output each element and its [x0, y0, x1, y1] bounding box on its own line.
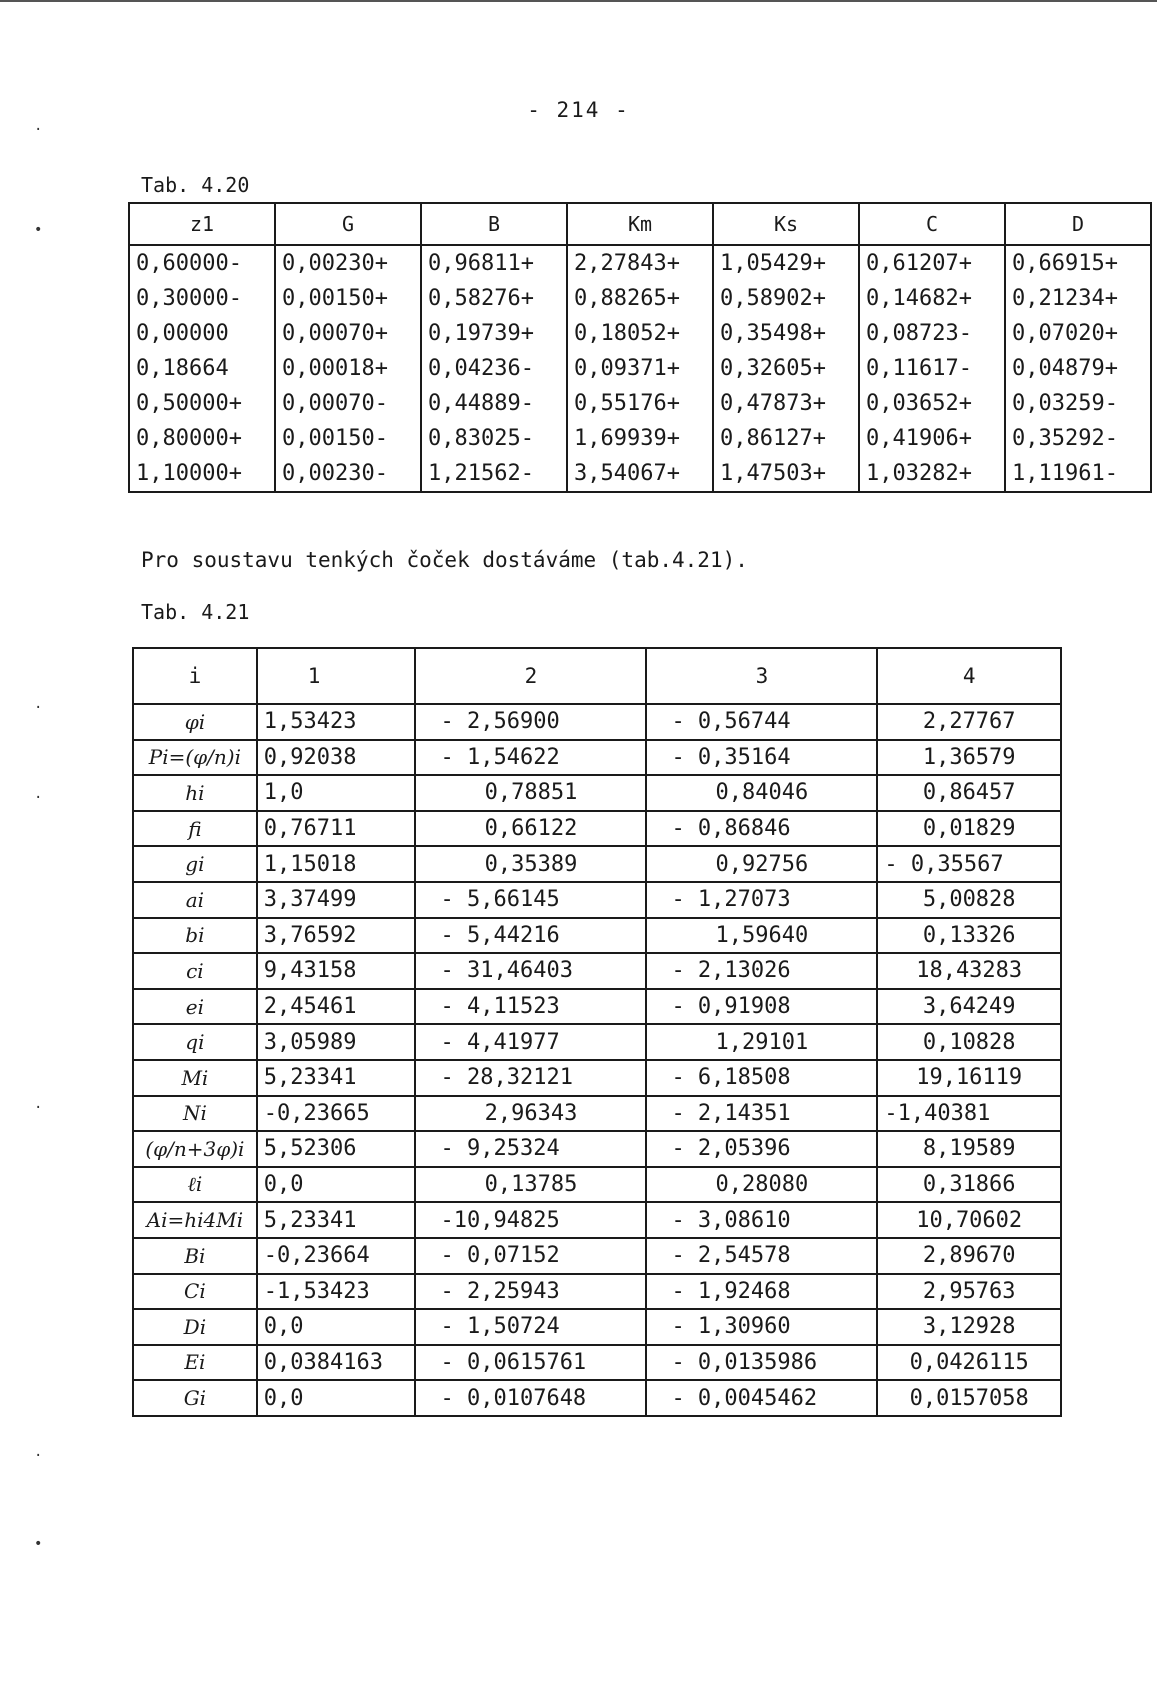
- margin-mark: ·: [34, 1100, 43, 1116]
- table-row: [133, 989, 1061, 1025]
- table-cell: - 4,41977: [415, 1024, 646, 1060]
- table-cell: 0,08723-: [859, 316, 1005, 351]
- table-cell: 0,04879+: [1005, 351, 1151, 386]
- table-cell: 1,0: [257, 775, 416, 811]
- table-row: [133, 953, 1061, 989]
- table-cell: 19,16119: [877, 1060, 1061, 1096]
- table-row: [133, 846, 1061, 882]
- table-cell: 0,18664: [129, 351, 275, 386]
- row-label: Pi=(φ/n)i: [133, 740, 257, 776]
- page-number: - 214 -: [527, 98, 630, 122]
- table-cell: 3,76592: [257, 918, 416, 954]
- table-cell: - 1,27073: [646, 882, 877, 918]
- table-cell: 0,41906+: [859, 421, 1005, 456]
- table-cell: 0,66915+: [1005, 245, 1151, 281]
- table-cell: 0,61207+: [859, 245, 1005, 281]
- table-cell: 1,69939+: [567, 421, 713, 456]
- table-cell: - 0,0615761: [415, 1345, 646, 1381]
- table-row: [133, 1167, 1061, 1203]
- margin-mark: •: [34, 222, 43, 238]
- table-cell: 0,32605+: [713, 351, 859, 386]
- table-cell: - 0,0135986: [646, 1345, 877, 1381]
- table-cell: 0,00018+: [275, 351, 421, 386]
- table-cell: 0,86127+: [713, 421, 859, 456]
- row-label: Ai=hi4Mi: [133, 1202, 257, 1238]
- table-cell: 0,84046: [646, 775, 877, 811]
- table-row: [133, 1309, 1061, 1345]
- table-cell: 0,55176+: [567, 386, 713, 421]
- table-cell: -10,94825: [415, 1202, 646, 1238]
- table-cell: 8,19589: [877, 1131, 1061, 1167]
- table-cell: 0,13326: [877, 918, 1061, 954]
- table-row: [133, 1131, 1061, 1167]
- table-cell: - 0,86846: [646, 811, 877, 847]
- table-4-20: [128, 202, 1152, 493]
- table-cell: 0,13785: [415, 1167, 646, 1203]
- table-cell: 0,31866: [877, 1167, 1061, 1203]
- row-label: hi: [133, 775, 257, 811]
- table-row: [133, 1238, 1061, 1274]
- table-cell: 0,92756: [646, 846, 877, 882]
- column-header-i: i: [133, 648, 257, 704]
- column-header: G: [275, 203, 421, 245]
- table-cell: 0,0: [257, 1380, 416, 1416]
- table-row: [129, 386, 1151, 421]
- table-row: [129, 351, 1151, 386]
- table-cell: 3,37499: [257, 882, 416, 918]
- table-row: [133, 1274, 1061, 1310]
- row-label: Mi: [133, 1060, 257, 1096]
- table-row: [133, 775, 1061, 811]
- table-row: [129, 245, 1151, 281]
- table-header-row: [129, 203, 1151, 245]
- table-cell: - 2,05396: [646, 1131, 877, 1167]
- table-row: [133, 882, 1061, 918]
- table-cell: 2,27767: [877, 704, 1061, 740]
- table-cell: - 1,50724: [415, 1309, 646, 1345]
- table-cell: 0,0426115: [877, 1345, 1061, 1381]
- table-cell: 0,04236-: [421, 351, 567, 386]
- table-cell: 2,95763: [877, 1274, 1061, 1310]
- table-cell: 0,28080: [646, 1167, 877, 1203]
- table-row: [133, 1380, 1061, 1416]
- table-cell: - 0,35567: [877, 846, 1061, 882]
- table-cell: 2,27843+: [567, 245, 713, 281]
- row-label: Di: [133, 1309, 257, 1345]
- table-cell: 3,64249: [877, 989, 1061, 1025]
- table-cell: - 31,46403: [415, 953, 646, 989]
- row-label: fi: [133, 811, 257, 847]
- table-cell: - 5,44216: [415, 918, 646, 954]
- table-cell: 5,23341: [257, 1202, 416, 1238]
- table-cell: 1,36579: [877, 740, 1061, 776]
- column-header: Km: [567, 203, 713, 245]
- table-cell: 0,0157058: [877, 1380, 1061, 1416]
- table-cell: 0,11617-: [859, 351, 1005, 386]
- table-cell: - 1,30960: [646, 1309, 877, 1345]
- margin-mark: •: [34, 1536, 43, 1552]
- table-cell: 0,88265+: [567, 281, 713, 316]
- margin-mark: ·: [34, 1448, 43, 1464]
- table-cell: 0,35498+: [713, 316, 859, 351]
- table-row: [133, 811, 1061, 847]
- row-label: Bi: [133, 1238, 257, 1274]
- table-cell: - 3,08610: [646, 1202, 877, 1238]
- table-cell: 0,60000-: [129, 245, 275, 281]
- table-cell: 2,45461: [257, 989, 416, 1025]
- table-row: [133, 1060, 1061, 1096]
- table-cell: 1,03282+: [859, 456, 1005, 492]
- table-cell: 0,50000+: [129, 386, 275, 421]
- table-cell: - 1,54622: [415, 740, 646, 776]
- table-cell: - 2,56900: [415, 704, 646, 740]
- table-cell: 0,35389: [415, 846, 646, 882]
- row-label: Gi: [133, 1380, 257, 1416]
- table-cell: 0,00070-: [275, 386, 421, 421]
- table-cell: 0,35292-: [1005, 421, 1151, 456]
- table-row: [129, 281, 1151, 316]
- table-row: [133, 1024, 1061, 1060]
- margin-mark: ·: [34, 122, 43, 138]
- table-cell: 0,21234+: [1005, 281, 1151, 316]
- table-4-21: [132, 647, 1062, 1417]
- table-cell: - 0,35164: [646, 740, 877, 776]
- table-cell: -0,23665: [257, 1096, 416, 1132]
- column-header-2: 2: [415, 648, 646, 704]
- table-cell: 10,70602: [877, 1202, 1061, 1238]
- column-header: z1: [129, 203, 275, 245]
- table-cell: - 2,25943: [415, 1274, 646, 1310]
- table-cell: - 2,14351: [646, 1096, 877, 1132]
- table-cell: 1,29101: [646, 1024, 877, 1060]
- top-border-line: [0, 0, 1157, 2]
- table-cell: 0,18052+: [567, 316, 713, 351]
- table-cell: 0,19739+: [421, 316, 567, 351]
- table-cell: 0,01829: [877, 811, 1061, 847]
- table-cell: - 5,66145: [415, 882, 646, 918]
- margin-mark: ·: [34, 700, 43, 716]
- column-header-1: 1: [257, 648, 416, 704]
- table-cell: 1,59640: [646, 918, 877, 954]
- table-cell: 0,86457: [877, 775, 1061, 811]
- column-header: C: [859, 203, 1005, 245]
- row-label: φi: [133, 704, 257, 740]
- margin-mark: ·: [34, 790, 43, 806]
- table-cell: 0,66122: [415, 811, 646, 847]
- row-label: ei: [133, 989, 257, 1025]
- row-label: Ni: [133, 1096, 257, 1132]
- table-cell: 0,00150+: [275, 281, 421, 316]
- row-label: bi: [133, 918, 257, 954]
- table-cell: 0,0: [257, 1167, 416, 1203]
- table-cell: - 0,0107648: [415, 1380, 646, 1416]
- table-cell: 1,10000+: [129, 456, 275, 492]
- table-row: [133, 1345, 1061, 1381]
- table-cell: 1,21562-: [421, 456, 567, 492]
- table-cell: 0,07020+: [1005, 316, 1151, 351]
- column-header-3: 3: [646, 648, 877, 704]
- table-cell: - 28,32121: [415, 1060, 646, 1096]
- table-cell: 0,44889-: [421, 386, 567, 421]
- row-label: ℓi: [133, 1167, 257, 1203]
- table-cell: 0,14682+: [859, 281, 1005, 316]
- table-cell: 2,96343: [415, 1096, 646, 1132]
- table-cell: - 2,13026: [646, 953, 877, 989]
- table-cell: 5,52306: [257, 1131, 416, 1167]
- table-cell: 0,76711: [257, 811, 416, 847]
- table-cell: 18,43283: [877, 953, 1061, 989]
- paragraph-text: Pro soustavu tenkých čoček dostáváme (tab.4.21).: [141, 548, 748, 572]
- table-cell: 1,15018: [257, 846, 416, 882]
- column-header: B: [421, 203, 567, 245]
- table-cell: 3,05989: [257, 1024, 416, 1060]
- table-cell: - 6,18508: [646, 1060, 877, 1096]
- table-cell: - 1,92468: [646, 1274, 877, 1310]
- table-row: [133, 704, 1061, 740]
- table-cell: 0,58276+: [421, 281, 567, 316]
- table-row: [129, 316, 1151, 351]
- table-cell: 0,10828: [877, 1024, 1061, 1060]
- column-header: D: [1005, 203, 1151, 245]
- row-label: Ci: [133, 1274, 257, 1310]
- table-row: [129, 421, 1151, 456]
- row-label: gi: [133, 846, 257, 882]
- column-header: Ks: [713, 203, 859, 245]
- row-label: Ei: [133, 1345, 257, 1381]
- table-cell: 3,54067+: [567, 456, 713, 492]
- table-cell: 0,03652+: [859, 386, 1005, 421]
- table-cell: 5,00828: [877, 882, 1061, 918]
- table-cell: - 0,07152: [415, 1238, 646, 1274]
- table-cell: 0,47873+: [713, 386, 859, 421]
- row-label: ci: [133, 953, 257, 989]
- row-label: ai: [133, 882, 257, 918]
- table-4-20-caption: Tab. 4.20: [141, 173, 250, 197]
- table-row: [129, 456, 1151, 492]
- table-cell: 2,89670: [877, 1238, 1061, 1274]
- table-cell: 0,00000: [129, 316, 275, 351]
- table-cell: 0,03259-: [1005, 386, 1151, 421]
- table-cell: 0,30000-: [129, 281, 275, 316]
- table-header-row: [133, 648, 1061, 704]
- table-cell: -1,53423: [257, 1274, 416, 1310]
- table-cell: - 4,11523: [415, 989, 646, 1025]
- table-cell: 0,96811+: [421, 245, 567, 281]
- table-cell: 0,0: [257, 1309, 416, 1345]
- table-4-21-caption: Tab. 4.21: [141, 600, 250, 624]
- table-cell: 0,83025-: [421, 421, 567, 456]
- table-row: [133, 1202, 1061, 1238]
- table-cell: 0,92038: [257, 740, 416, 776]
- table-cell: 0,09371+: [567, 351, 713, 386]
- table-cell: 9,43158: [257, 953, 416, 989]
- table-cell: - 2,54578: [646, 1238, 877, 1274]
- table-cell: 0,00230-: [275, 456, 421, 492]
- column-header-4: 4: [877, 648, 1061, 704]
- table-cell: - 0,91908: [646, 989, 877, 1025]
- table-cell: 1,05429+: [713, 245, 859, 281]
- table-cell: 0,78851: [415, 775, 646, 811]
- table-cell: 1,11961-: [1005, 456, 1151, 492]
- table-cell: -1,40381: [877, 1096, 1061, 1132]
- table-row: [133, 1096, 1061, 1132]
- table-cell: - 9,25324: [415, 1131, 646, 1167]
- row-label: (φ/n+3φ)i: [133, 1131, 257, 1167]
- table-cell: - 0,0045462: [646, 1380, 877, 1416]
- table-cell: 0,58902+: [713, 281, 859, 316]
- table-cell: 3,12928: [877, 1309, 1061, 1345]
- table-row: [133, 740, 1061, 776]
- table-row: [133, 918, 1061, 954]
- table-cell: 0,00070+: [275, 316, 421, 351]
- row-label: qi: [133, 1024, 257, 1060]
- table-cell: 0,80000+: [129, 421, 275, 456]
- table-cell: 0,0384163: [257, 1345, 416, 1381]
- table-cell: 5,23341: [257, 1060, 416, 1096]
- table-cell: 0,00150-: [275, 421, 421, 456]
- table-cell: 0,00230+: [275, 245, 421, 281]
- table-cell: -0,23664: [257, 1238, 416, 1274]
- table-cell: - 0,56744: [646, 704, 877, 740]
- table-cell: 1,47503+: [713, 456, 859, 492]
- table-cell: 1,53423: [257, 704, 416, 740]
